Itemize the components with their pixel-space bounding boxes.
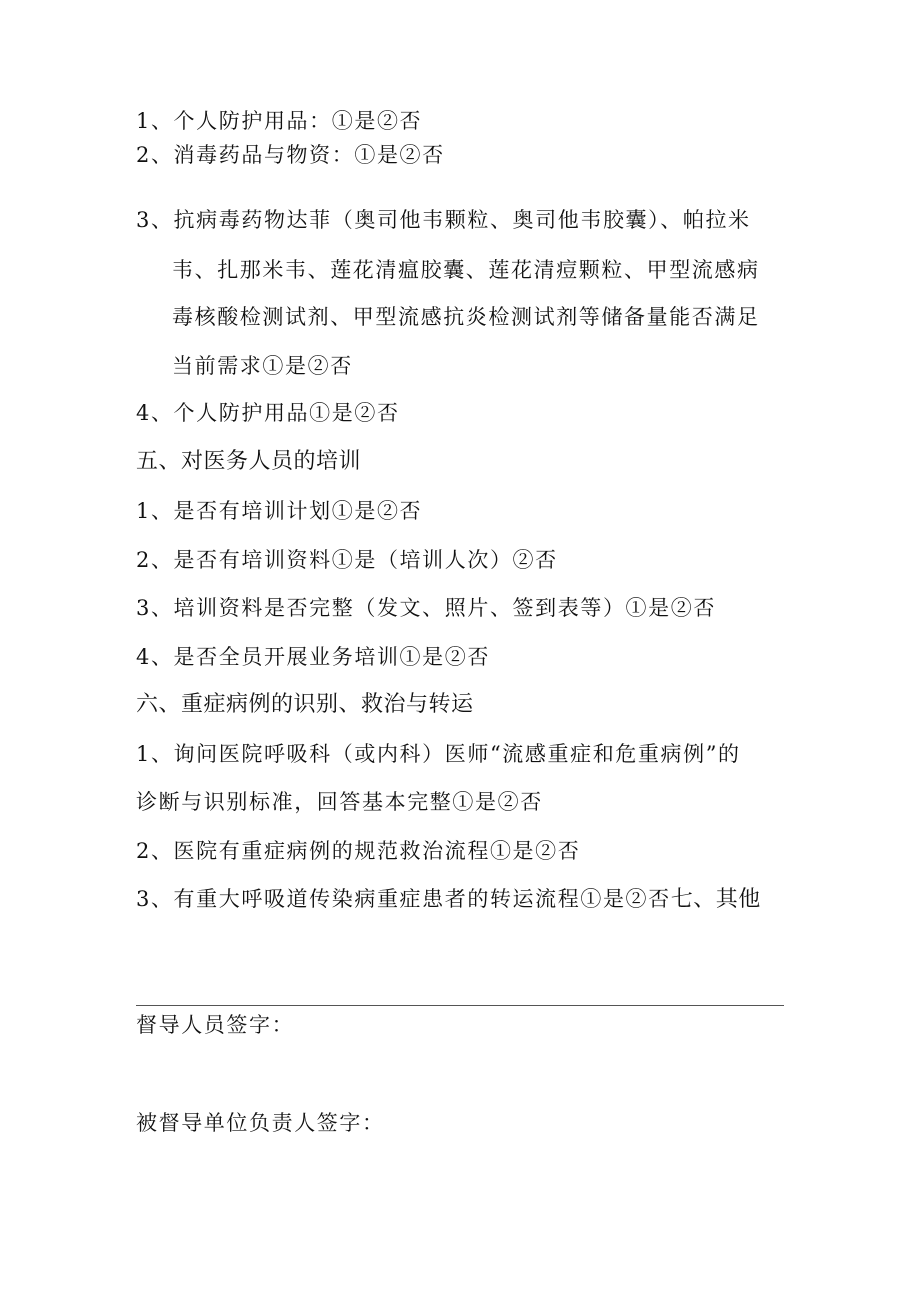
sec5-item-3: 3、培训资料是否完整（发文、照片、签到表等）①是②否: [136, 596, 716, 620]
sec6-item-1: 1、询问医院呼吸科（或内科）医师“流感重症和危重病例”的: [136, 742, 741, 766]
section-7-heading: 七、其他: [670, 887, 761, 912]
sec4-item-3-cont-1: 韦、扎那米韦、莲花清瘟胶囊、莲花清痘颗粒、甲型流感病: [172, 258, 760, 282]
sec6-item-1-cont: 诊断与识别标准，回答基本完整①是②否: [136, 790, 543, 814]
sec6-item-3: 3、有重大呼吸道传染病重症患者的转运流程①是②否: [136, 887, 671, 911]
sec6-item-2: 2、医院有重症病例的规范救治流程①是②否: [136, 839, 581, 863]
signature-divider: [136, 1005, 784, 1006]
sec6-item-3-row: [136, 884, 761, 915]
sec4-item-3: 3、抗病毒药物达菲（奥司他韦颗粒、奥司他韦胶囊）、帕拉米: [136, 208, 751, 232]
sec4-item-2: 2、消毒药品与物资：①是②否: [136, 143, 445, 167]
sec5-item-2: 2、是否有培训资料①是（培训人次）②否: [136, 548, 558, 572]
supervisor-signature-label: 督导人员签字：: [136, 1013, 295, 1037]
sec4-item-3-cont-3: 当前需求①是②否: [172, 354, 353, 378]
sec5-item-4: 4、是否全员开展业务培训①是②否: [136, 645, 490, 669]
sec4-item-4: 4、个人防护用品①是②否: [136, 401, 400, 425]
section-6-heading: 六、重症病例的识别、救治与转运: [136, 692, 474, 717]
section-5-heading: 五、对医务人员的培训: [136, 449, 362, 474]
sec5-item-1: 1、是否有培训计划①是②否: [136, 499, 423, 523]
sec4-item-3-cont-2: 毒核酸检测试剂、甲型流感抗炎检测试剂等储备量能否满足: [172, 305, 760, 329]
sec4-item-1: 1、个人防护用品：①是②否: [136, 109, 423, 133]
supervised-head-signature-label: 被督导单位负责人签字：: [136, 1111, 385, 1135]
